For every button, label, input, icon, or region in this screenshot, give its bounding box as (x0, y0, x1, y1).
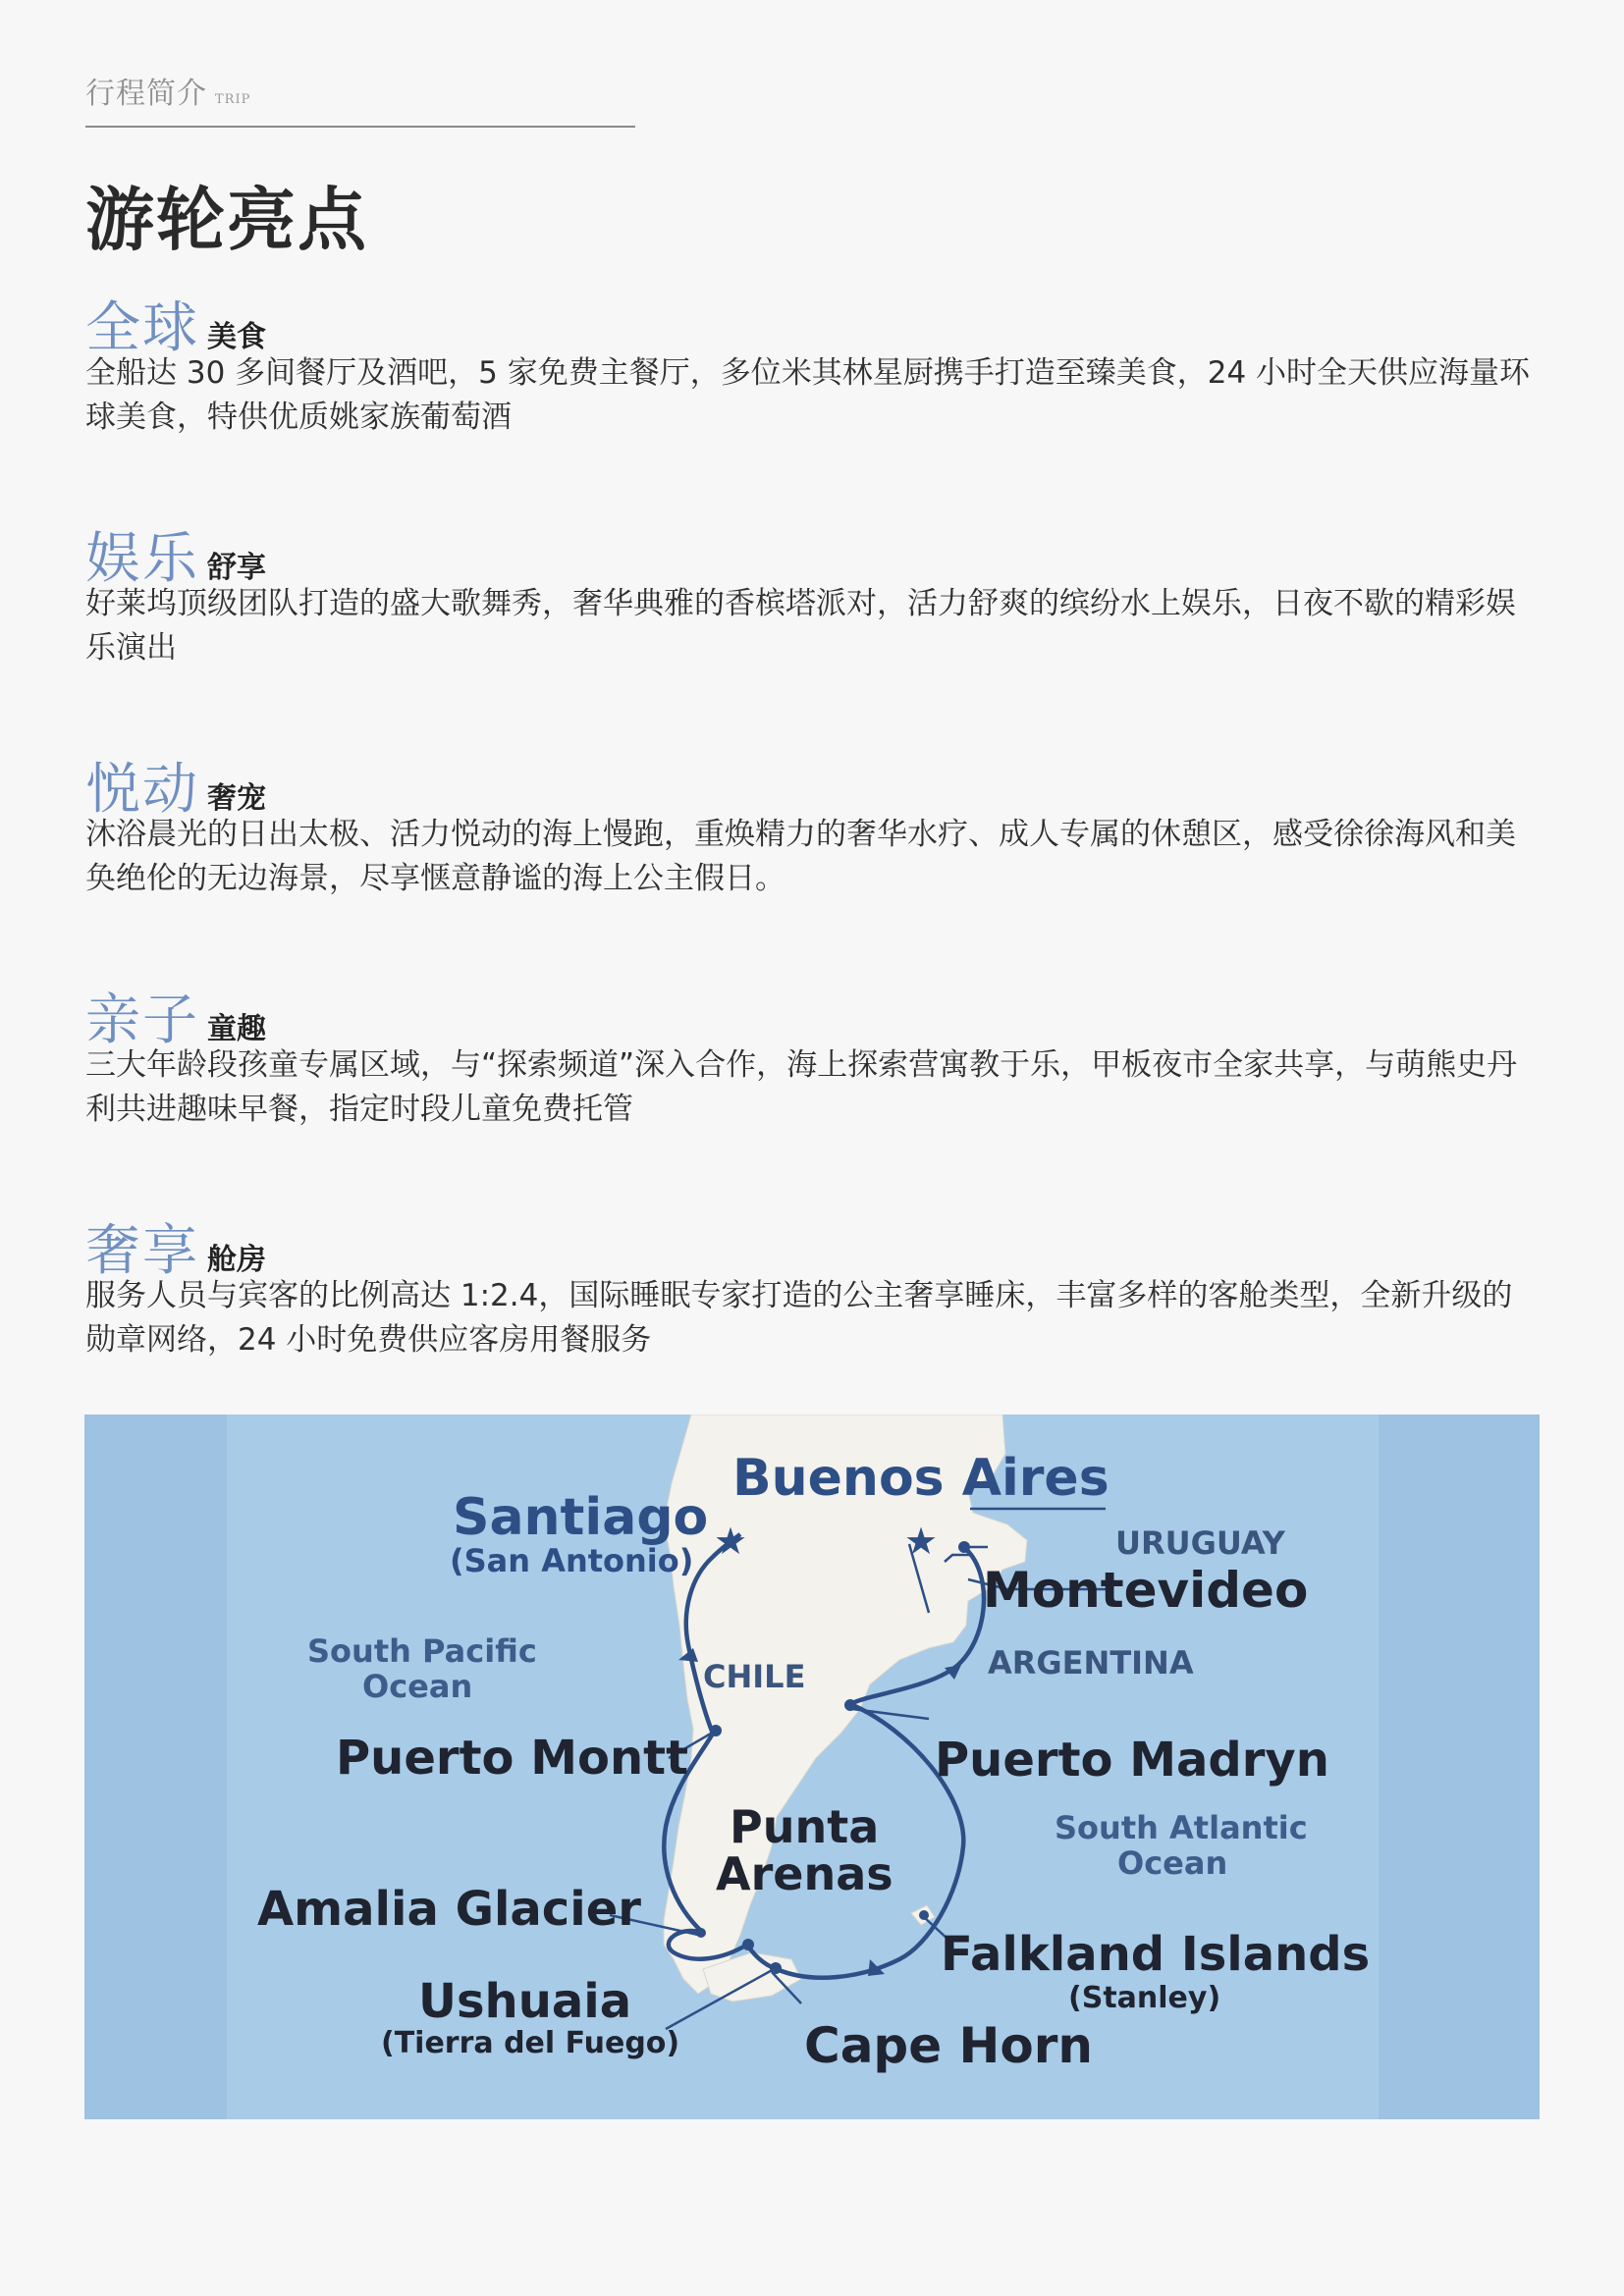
header-divider (85, 126, 635, 128)
section-title-small: 奢宠 (207, 781, 266, 816)
header-sub: TRIP (215, 92, 251, 107)
label-south-atlantic-2: Ocean (1117, 1844, 1228, 1882)
section-title-big: 奢享 (85, 1219, 199, 1283)
label-chile: CHILE (703, 1658, 806, 1695)
section-title-big: 娱乐 (85, 527, 199, 591)
section-family (85, 977, 1539, 1132)
section-body: 全船达 30 多间餐厅及酒吧，5 家免费主餐厅，多位米其林星厨携手打造至臻美食，24 小时全天供应海量环球美食，特供优质姚家族葡萄酒 (85, 355, 1531, 435)
label-puerto-madryn: Puerto Madryn (935, 1733, 1329, 1788)
section-title-big: 悦动 (85, 758, 199, 822)
section-title-big: 亲子 (85, 988, 199, 1052)
map-svg (84, 1415, 1540, 2119)
label-uruguay: URUGUAY (1115, 1524, 1285, 1562)
port-dot-amalia (696, 1928, 706, 1938)
section-body: 三大年龄段孩童专属区域，与“探索频道”深入合作，海上探索营寓教于乐，甲板夜市全家共享，与萌熊史丹利共进趣味早餐，指定时段儿童免费托管 (85, 1047, 1518, 1127)
itinerary-map (84, 1415, 1540, 2119)
section-title-small: 童趣 (207, 1012, 266, 1046)
map-side-band-left (84, 1415, 227, 2119)
section-body: 沐浴晨光的日出太极、活力悦动的海上慢跑，重焕精力的奢华水疗、成人专属的休憩区，感受徐徐海风和美奂绝伦的无边海景，尽享惬意静谧的海上公主假日。 (85, 817, 1516, 896)
label-punta-arenas-2: Arenas (716, 1847, 893, 1900)
section-cuisine (85, 285, 1539, 440)
label-cape-horn: Cape Horn (804, 2017, 1093, 2074)
section-header (85, 69, 250, 112)
label-santiago-sub: (San Antonio) (450, 1542, 694, 1579)
section-body: 服务人员与宾客的比例高达 1:2.4，国际睡眠专家打造的公主奢享睡床，丰富多样的客舱类型，全新升级的勋章网络，24 小时免费供应客房用餐服务 (85, 1278, 1513, 1358)
label-ushuaia: Ushuaia (418, 1974, 632, 2029)
section-wellness (85, 746, 1539, 901)
header-label: 行程简介 (85, 77, 207, 111)
label-south-pacific-2: Ocean (362, 1668, 473, 1705)
label-buenos-aires: Buenos Aires (732, 1449, 1110, 1508)
section-title-small: 美食 (207, 320, 266, 354)
label-punta-arenas-1: Punta (730, 1800, 880, 1853)
port-star-santiago: ★ (713, 1520, 748, 1563)
port-dot-punta-arenas (742, 1939, 754, 1950)
section-title-small: 舱房 (207, 1243, 266, 1277)
section-title-small: 舒享 (207, 551, 266, 585)
label-falkland-islands: Falkland Islands (941, 1927, 1371, 1982)
label-falkland-sub: (Stanley) (1068, 1981, 1221, 2015)
section-entertainment (85, 515, 1539, 670)
label-south-atlantic-1: South Atlantic (1055, 1809, 1308, 1846)
section-body: 好莱坞顶级团队打造的盛大歌舞秀，奢华典雅的香槟塔派对，活力舒爽的缤纷水上娱乐，日夜不歇的精彩娱乐演出 (85, 586, 1516, 666)
section-title-big: 全球 (85, 296, 199, 360)
label-puerto-montt: Puerto Montt (336, 1731, 689, 1786)
label-argentina: ARGENTINA (988, 1644, 1194, 1682)
label-south-pacific-1: South Pacific (307, 1632, 537, 1670)
label-amalia-glacier: Amalia Glacier (257, 1882, 641, 1937)
page-title: 游轮亮点 (85, 180, 368, 260)
map-side-band-right (1379, 1415, 1540, 2119)
port-star-buenos-aires: ★ (903, 1520, 939, 1563)
label-montevideo: Montevideo (983, 1562, 1309, 1619)
section-staterooms (85, 1207, 1539, 1362)
label-ushuaia-sub: (Tierra del Fuego) (381, 2026, 680, 2060)
label-santiago: Santiago (453, 1488, 709, 1547)
